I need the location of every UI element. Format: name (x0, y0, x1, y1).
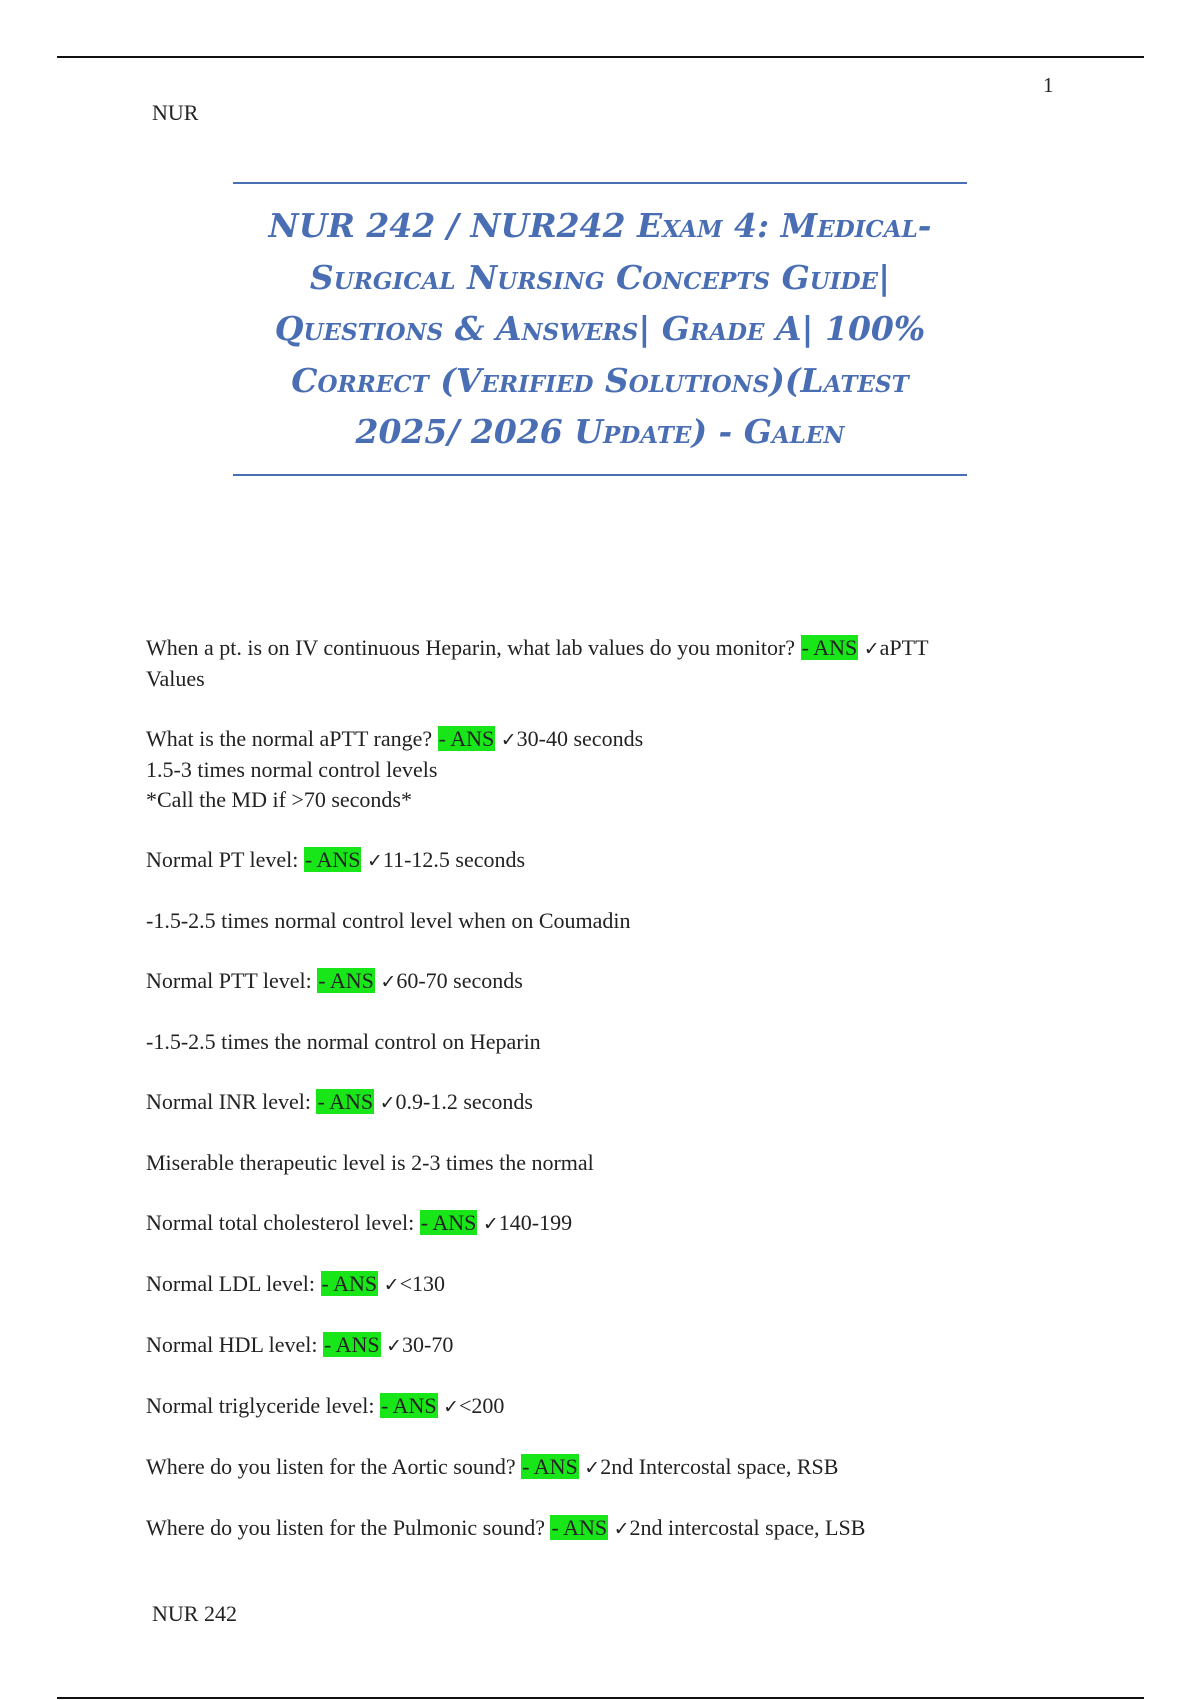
question-text: Normal PTT level: (146, 968, 312, 993)
title-bottom-rule (233, 474, 967, 476)
question-text: Normal INR level: (146, 1089, 311, 1114)
answer-tag: - ANS (438, 726, 495, 751)
answer-tag: - ANS (420, 1210, 477, 1235)
answer-extra-line: 1.5-3 times normal control levels (146, 757, 438, 782)
answer-tag: - ANS (522, 1454, 578, 1479)
title-line: NUR 242 / NUR242 Exam 4: Medical- (268, 206, 932, 245)
title-line: Questions & Answers| Grade A| 100% (274, 309, 926, 348)
check-icon: ✓ (379, 1092, 396, 1114)
qa-list (146, 633, 1046, 1574)
qa-item (146, 1027, 1046, 1057)
check-icon: ✓ (584, 1457, 601, 1479)
qa-first-line (146, 1269, 1046, 1300)
question-text: -1.5-2.5 times normal control level when on Coumadin (146, 908, 631, 933)
running-footer: NUR 242 (152, 1601, 237, 1626)
answer-extra-line: Values (146, 666, 205, 691)
qa-item (146, 1269, 1046, 1300)
check-icon: ✓ (500, 729, 517, 751)
qa-first-line (146, 1148, 1046, 1178)
qa-first-line (146, 724, 1046, 755)
answer-text: 30-40 seconds (516, 726, 644, 751)
qa-item (146, 906, 1046, 936)
answer-tag: - ANS (323, 1332, 380, 1357)
question-text: Normal PT level: (146, 847, 299, 872)
answer-text: <200 (459, 1393, 505, 1418)
qa-first-line (146, 1452, 1046, 1483)
question-text: Normal HDL level: (146, 1332, 318, 1357)
question-text: Normal LDL level: (146, 1271, 316, 1296)
qa-item (146, 1513, 1046, 1544)
check-icon: ✓ (443, 1396, 460, 1418)
qa-first-line (146, 1027, 1046, 1057)
title-top-rule (233, 182, 967, 184)
qa-item (146, 633, 1046, 694)
page-top-rule (57, 56, 1144, 58)
title-line: 2025/ 2026 Update) - Galen (355, 412, 845, 451)
check-icon: ✓ (366, 850, 383, 872)
qa-item (146, 1208, 1046, 1239)
question-text: Where do you listen for the Pulmonic sound? (146, 1515, 545, 1540)
qa-first-line (146, 845, 1046, 876)
answer-tag: - ANS (304, 847, 361, 872)
qa-first-line (146, 966, 1046, 997)
qa-first-line (146, 1513, 1046, 1544)
qa-item (146, 724, 1046, 815)
answer-text: <130 (399, 1271, 445, 1296)
qa-item (146, 1391, 1046, 1422)
qa-first-line (146, 1087, 1046, 1118)
answer-tag: - ANS (321, 1271, 378, 1296)
page-number: 1 (1043, 73, 1054, 97)
qa-first-line (146, 633, 1046, 664)
answer-text: aPTT (879, 635, 929, 660)
answer-tag: - ANS (801, 635, 858, 660)
answer-tag: - ANS (551, 1515, 608, 1540)
answer-text: 11-12.5 seconds (382, 847, 526, 872)
check-icon: ✓ (383, 1274, 400, 1296)
qa-item (146, 1087, 1046, 1118)
answer-text: 30-70 (402, 1332, 454, 1357)
qa-first-line (146, 1391, 1046, 1422)
check-icon: ✓ (482, 1213, 499, 1235)
title-line: Correct (Verified Solutions)(Latest (291, 360, 909, 400)
answer-tag: - ANS (317, 1089, 374, 1114)
answer-tag: - ANS (318, 968, 374, 993)
question-text: When a pt. is on IV continuous Heparin, what lab values do you monitor? (146, 635, 796, 660)
question-text: -1.5-2.5 times the normal control on Heparin (146, 1029, 541, 1054)
qa-item (146, 1148, 1046, 1178)
qa-first-line (146, 1208, 1046, 1239)
answer-text: 2nd intercostal space, LSB (629, 1515, 866, 1540)
running-header: NUR (152, 100, 199, 125)
answer-text: 140-199 (498, 1210, 573, 1235)
question-text: Normal total cholesterol level: (146, 1210, 415, 1235)
answer-tag: - ANS (380, 1393, 437, 1418)
qa-item (146, 1330, 1046, 1361)
question-text: What is the normal aPTT range? (146, 726, 433, 751)
answer-text: 2nd Intercostal space, RSB (600, 1454, 839, 1479)
check-icon: ✓ (863, 638, 880, 660)
question-text: Normal triglyceride level: (146, 1393, 375, 1418)
answer-text: 60-70 seconds (396, 968, 523, 993)
qa-first-line (146, 906, 1046, 936)
check-icon: ✓ (613, 1518, 630, 1540)
answer-text: 0.9-1.2 seconds (395, 1089, 533, 1114)
page-bottom-rule (57, 1697, 1144, 1699)
qa-first-line (146, 1330, 1046, 1361)
qa-item (146, 845, 1046, 876)
document-title (233, 200, 967, 458)
question-text: Miserable therapeutic level is 2-3 times the normal (146, 1150, 594, 1175)
answer-extra-line: *Call the MD if >70 seconds* (146, 787, 412, 812)
question-text: Where do you listen for the Aortic sound? (146, 1454, 516, 1479)
title-line: Surgical Nursing Concepts Guide| (309, 257, 891, 297)
qa-item (146, 1452, 1046, 1483)
check-icon: ✓ (380, 971, 397, 993)
qa-item (146, 966, 1046, 997)
check-icon: ✓ (386, 1335, 403, 1357)
